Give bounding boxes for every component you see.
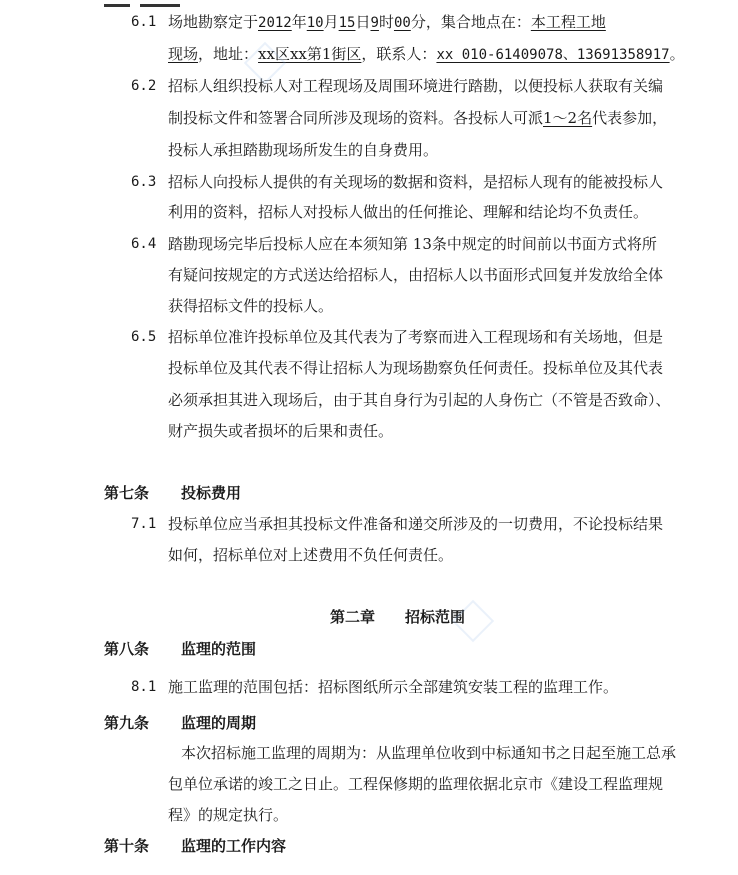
- clause-7-1-line-1: 投标单位应当承担其投标文件准备和递交所涉及的一切费用，不论投标结果: [168, 515, 664, 533]
- clause-number: 6.3: [131, 174, 157, 190]
- article-title: 投标费用: [181, 484, 242, 502]
- text: ，地址：: [198, 45, 259, 63]
- clause-6-2-line-2: [168, 108, 667, 128]
- clause-6-4-line-1: 踏勘现场完毕后投标人应在本须知第 13条中规定的时间前以书面方式将所: [168, 235, 657, 253]
- clause-6-5-line-4: 财产损失或者损坏的后果和责任。: [168, 422, 394, 440]
- clause-number: 6.1: [131, 14, 157, 30]
- clause-6-4-line-2: 有疑问按规定的方式送达给招标人，由招标人以书面形式回复并发放给全体: [168, 266, 664, 284]
- clause-8-1-line-1: 施工监理的范围包括：招标图纸所示全部建筑安装工程的监理工作。: [168, 678, 619, 696]
- article-number: 第九条: [104, 714, 150, 732]
- clause-6-5-line-2: 投标单位及其代表不得让招标人为现场勘察负任何责任。投标单位及其代表: [168, 359, 664, 377]
- clause-7-1-line-2: 如何，招标单位对上述费用不负任何责任。: [168, 546, 454, 564]
- text: 日: [355, 13, 371, 31]
- clause-number: 7.1: [131, 516, 157, 532]
- clause-6-1-line-1: [168, 12, 606, 32]
- survey-year: 2012: [258, 15, 292, 31]
- clause-6-2-line-1: 招标人组织投标人对工程现场及周围环境进行踏勘，以便投标人获取有关编: [168, 77, 664, 95]
- chapter-title: 招标范围: [405, 608, 466, 626]
- representative-count: 1～2名: [543, 109, 593, 127]
- clause-number: 6.2: [131, 78, 157, 94]
- article-title: 监理的工作内容: [181, 837, 287, 855]
- clipped-heading-fragment: [104, 0, 194, 3]
- chapter-heading: [330, 607, 465, 627]
- clause-6-2-line-3: 投标人承担踏勘现场所发生的自身费用。: [168, 141, 439, 159]
- chapter-number: 第二章: [330, 608, 376, 626]
- text: 代表参加，: [592, 109, 668, 127]
- article-number: 第七条: [104, 484, 150, 502]
- meeting-place: 本工程工地: [530, 13, 606, 31]
- text: 月: [323, 13, 339, 31]
- survey-minute: 00: [393, 15, 411, 31]
- text: 场地勘察定于: [168, 13, 259, 31]
- clause-number: 6.4: [131, 236, 157, 252]
- clause-number: 6.5: [131, 329, 157, 345]
- article-number: 第八条: [104, 640, 150, 658]
- article-9-line-1: 本次招标施工监理的周期为：从监理单位收到中标通知书之日起至施工总承: [181, 744, 677, 762]
- article-title: 监理的范围: [181, 640, 257, 658]
- text: 制投标文件和签署合同所涉及现场的资料。各投标人可派: [168, 109, 544, 127]
- text: 时: [378, 13, 394, 31]
- survey-hour: 9: [370, 15, 379, 31]
- meeting-place-cont: 现场: [168, 45, 199, 63]
- clause-number: 8.1: [131, 679, 157, 695]
- text: 分，集合地点在：: [410, 13, 531, 31]
- article-9-line-3: 程》的规定执行。: [168, 806, 289, 824]
- article-number: 第十条: [104, 837, 150, 855]
- survey-month: 10: [306, 15, 324, 31]
- clause-6-5-line-3: 必须承担其进入现场后，由于其自身行为引起的人身伤亡（不管是否致命）、: [168, 391, 671, 409]
- article-9-line-2: 包单位承诺的竣工之日止。工程保修期的监理依据北京市《建设工程监理规: [168, 775, 664, 793]
- clause-6-4-line-3: 获得招标文件的投标人。: [168, 297, 334, 315]
- clause-6-5-line-1: 招标单位准许投标单位及其代表为了考察而进入工程现场和有关场地，但是: [168, 328, 664, 346]
- article-title: 监理的周期: [181, 714, 257, 732]
- clause-6-3-line-1: 招标人向投标人提供的有关现场的数据和资料，是招标人现有的能被投标人: [168, 173, 664, 191]
- text: ，联系人：: [361, 45, 437, 63]
- text: 。: [669, 45, 685, 63]
- clause-6-3-line-2: 利用的资料，招标人对投标人做出的任何推论、理解和结论均不负责任。: [168, 203, 649, 221]
- text: 年: [291, 13, 307, 31]
- address: xx区xx第1街区: [258, 45, 362, 63]
- survey-day: 15: [338, 15, 356, 31]
- contact-info: xx 010-61409078、13691358917: [436, 47, 670, 63]
